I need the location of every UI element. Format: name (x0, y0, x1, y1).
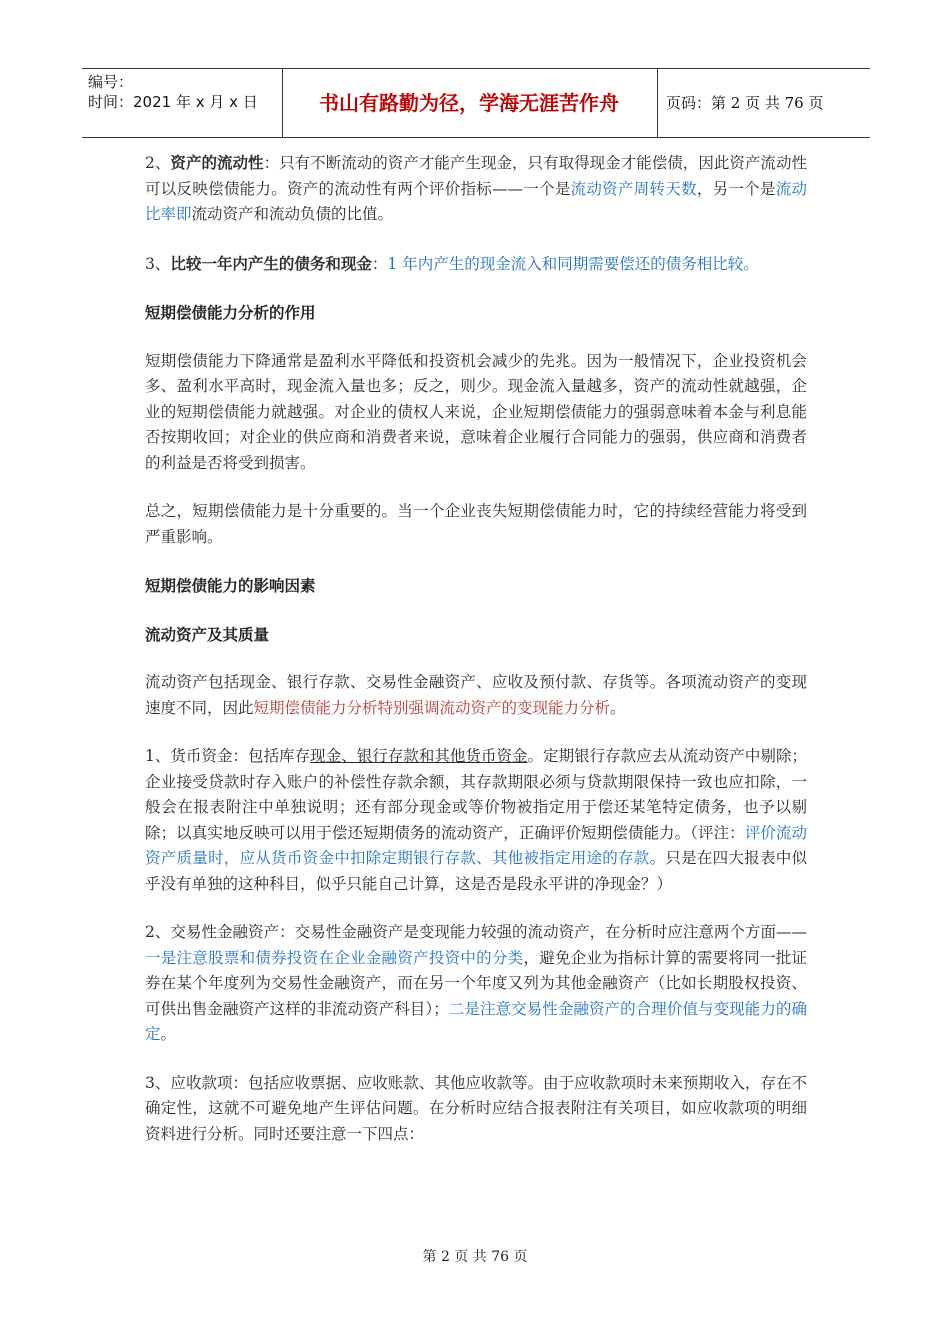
highlight-text: 1 年内产生的现金流入和同期需要偿还的债务相比较。 (387, 254, 759, 273)
text: 。只是在四大报表中似乎没有单独的这种科目，似乎只能自己计算，这是否是段永平讲的净现金？） (145, 849, 807, 893)
text: 流动资产和流动负债的比值。 (191, 205, 394, 223)
paragraph-asset-liquidity (145, 150, 807, 228)
underlined-text: 现金、银行存款和其他货币资金 (310, 747, 528, 765)
header-page-info: 页码：第 2 页 共 76 页 (666, 94, 824, 112)
text: 。 (610, 698, 626, 717)
highlight-text: 评价流动资产质量时，应从货币资金中扣除定期银行存款、其他被指定用途的存款 (145, 823, 807, 867)
doc-number-label: 编号： (88, 73, 134, 91)
section-heading: 短期偿债能力的影响因素 (145, 576, 316, 595)
section-heading: 流动资产及其质量 (145, 624, 270, 644)
highlight-text: 流动比率即 (145, 179, 807, 223)
text: 1、货币资金：包括库存 (145, 747, 311, 765)
header-motto: 书山有路勤为径，学海无涯苦作舟 (319, 91, 619, 115)
highlight-text: 流动资产周转天数 (570, 179, 697, 198)
text: ： (371, 254, 388, 273)
paragraph-debt-vs-cash (145, 251, 807, 278)
paragraph-summary: 总之，短期偿债能力是十分重要的。当一个企业丧失短期偿债能力时，它的持续经营能力将受到严重影响。 (145, 502, 807, 546)
text: 。 (160, 1025, 177, 1043)
highlight-text: 短期偿债能力分析特别强调流动资产的变现能力分析 (253, 698, 611, 717)
text: 。定期银行存款应去从流动资产中剔除；企业接受贷款时存入账户的补偿性存款余额，其存款期限必须与贷款期限保持一致也应扣除，一般会在报表附注中单独说明；还有部分现金或等价物被指定用于偿还某笔特定债务，也予以剔除；以真实地反映可以用于偿还短期债务的流动资产，正确评价短期偿债能力。（评注： (145, 747, 807, 842)
text: ：只有不断流动的资产才能产生现金，只有取得现金才能偿债，因此资产流动性可以反映偿债能力。资产的流动性有两个评价指标——一个是 (145, 154, 807, 198)
header-divider (657, 69, 658, 137)
document-body (145, 150, 807, 1170)
highlight-text: 一是注意股票和债券投资在企业金融资产投资中的分类 (145, 948, 524, 967)
text: ，避免企业为指标计算的需要将同一批证券在某个年度列为交易性金融资产，而在另一个年度又列为其他金融资产（比如长期股权投资、可供出售金融资产这样的非流动资产科目）； (145, 948, 807, 1018)
text: 2、交易性金融资产：交易性金融资产是变现能力较强的流动资产，在分析时应注意两个方面—— (145, 923, 807, 941)
paragraph-trading-assets (145, 920, 807, 1048)
bold-text: 比较一年内产生的债务和现金 (170, 253, 372, 273)
paragraph-role: 短期偿债能力下降通常是盈利水平降低和投资机会减少的先兆。因为一般情况下，企业投资机会多、盈利水平高时，现金流入量也多；反之，则少。现金流入量越多，资产的流动性就越强，企业的短期偿债能力就越强。对企业的债权人来说，企业短期偿债能力的强弱意味着本金与利息能否按期收回；对企业的供应商和消费者来说，意味着企业履行合同能力的强弱，供应商和消费者的利益是否将受到损害。 (145, 351, 807, 472)
text: 3、 (145, 254, 171, 273)
paragraph-monetary-funds (145, 744, 807, 897)
section-heading: 短期偿债能力分析的作用 (145, 303, 316, 322)
page-footer: 第 2 页 共 76 页 (422, 1249, 528, 1265)
highlight-text: 二是注意交易性金融资产的合理价值与变现能力的确定 (145, 999, 807, 1043)
page-header (82, 68, 870, 138)
paragraph-current-assets (145, 670, 807, 721)
text: 流动资产包括现金、银行存款、交易性金融资产、应收及预付款、存货等。各项流动资产的变现速度不同，因此 (145, 673, 807, 717)
bold-text: 资产的流动性 (170, 153, 264, 172)
text: ，另一个是 (696, 179, 776, 198)
header-left-cell (82, 69, 282, 137)
paragraph-receivables: 3、应收款项：包括应收票据、应收账款、其他应收款等。由于应收款项时未来预期收入，存在不确定性，这就不可避免地产生评估问题。在分析时应结合报表附注有关项目，如应收款项的明细资料进行分析。同时还要注意一下四点： (145, 1073, 807, 1143)
date-label: 时间：2021 年 x 月 x 日 (88, 93, 258, 111)
text: 2、 (145, 154, 171, 172)
